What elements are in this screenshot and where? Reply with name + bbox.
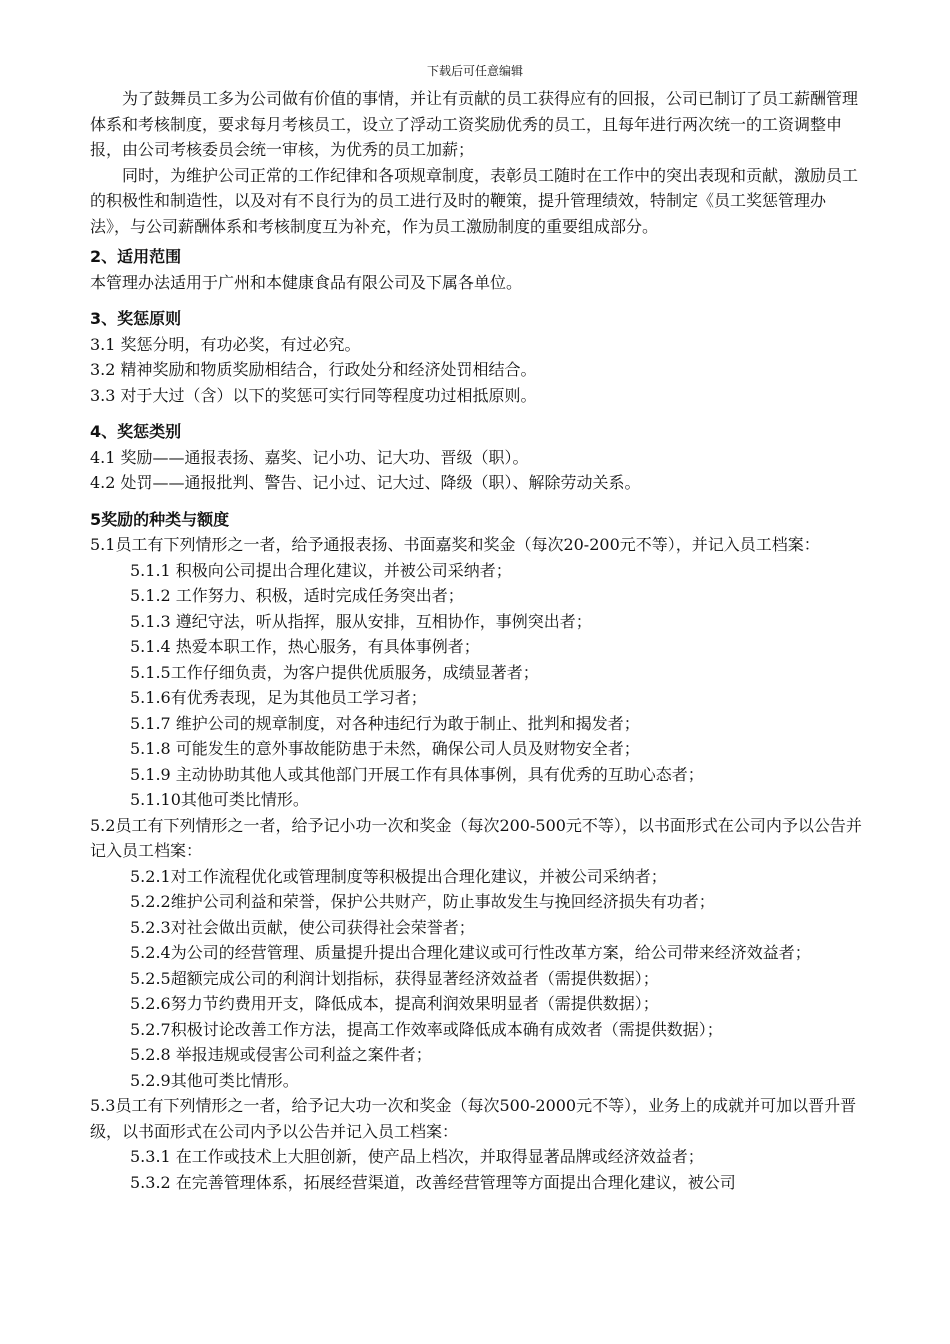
section-4-item: 4.2 处罚——通报批判、警告、记小过、记大过、降级（职）、解除劳动关系。 xyxy=(90,473,641,492)
list-item: 5.2.3对社会做出贡献，使公司获得社会荣誉者； xyxy=(130,917,475,937)
section-2-text: 本管理办法适用于广州和本健康食品有限公司及下属各单位。 xyxy=(90,272,523,292)
list-item: 5.1.4 热爱本职工作，热心服务，有具体事例者； xyxy=(130,637,480,656)
section-3-item: 3.1 奖惩分明，有功必奖，有过必究。 xyxy=(90,334,361,354)
section-3-item: 3.2 精神奖励和物质奖励相结合，行政处分和经济处罚相结合。 xyxy=(90,360,537,379)
list-item: 5.1.10其他可类比情形。 xyxy=(130,790,309,809)
intro-paragraph-2: 同时，为维护公司正常的工作纪律和各项规章制度，表彰员工随时在工作中的突出表现和贡献，激励员工的积极性和制造性，以及对有不良行为的员工进行及时的鞭策，提升管理绩效，特制定《员工奖惩管理办法》，与公司薪酬体系和考核制度互为补充，作为员工激励制度的重要组成部分。 xyxy=(90,165,859,236)
clause-5-1: 5.1员工有下列情形之一者，给予通报表扬、书面嘉奖和奖金（每次20-200元不等），并记入员工档案： xyxy=(90,535,820,554)
clause-5-3: 5.3员工有下列情形之一者，给予记大功一次和奖金（每次500-2000元不等），业务上的成就并可加以晋升晋级，以书面形式在公司内予以公告并记入员工档案： xyxy=(90,1096,857,1141)
list-item: 5.1.8 可能发生的意外事故能防患于未然，确保公司人员及财物安全者； xyxy=(130,739,640,758)
list-item: 5.2.9其他可类比情形。 xyxy=(130,1070,299,1090)
section-5-heading: 5奖励的种类与额度 xyxy=(90,509,230,529)
list-item: 5.2.4为公司的经营管理、质量提升提出合理化建议或可行性改革方案，给公司带来经济效益者； xyxy=(130,943,811,962)
list-item: 5.3.2 在完善管理体系，拓展经营渠道，改善经营管理等方面提出合理化建议，被公司 xyxy=(130,1172,736,1192)
document-body xyxy=(90,86,865,1195)
section-3-heading: 3、奖惩原则 xyxy=(90,309,182,328)
list-item: 5.1.3 遵纪守法，听从指挥，服从安排，互相协作，事例突出者； xyxy=(130,611,592,631)
list-item: 5.1.9 主动协助其他人或其他部门开展工作有具体事例，具有优秀的互助心态者； xyxy=(130,764,704,784)
section-2-heading: 2、适用范围 xyxy=(90,247,182,266)
list-item: 5.2.1对工作流程优化或管理制度等积极提出合理化建议，并被公司采纳者； xyxy=(130,866,667,886)
page-header: 下载后可任意编辑 xyxy=(426,64,523,78)
list-item: 5.1.1 积极向公司提出合理化建议，并被公司采纳者； xyxy=(130,560,512,580)
intro-paragraph-1: 为了鼓舞员工多为公司做有价值的事情，并让有贡献的员工获得应有的回报，公司已制订了员工薪酬管理体系和考核制度，要求每月考核员工，设立了浮动工资奖励优秀的员工，且每年进行两次统一的工资调整申报，由公司考核委员会统一审核，为优秀的员工加薪； xyxy=(90,89,859,159)
list-item: 5.1.5工作仔细负责，为客户提供优质服务，成绩显著者； xyxy=(130,662,539,682)
list-item: 5.1.2 工作努力、积极，适时完成任务突出者； xyxy=(130,586,464,605)
list-item: 5.3.1 在工作或技术上大胆创新，使产品上档次，并取得显著品牌或经济效益者； xyxy=(130,1147,704,1166)
list-item: 5.2.8 举报违规或侵害公司利益之案件者； xyxy=(130,1045,432,1064)
section-3-item: 3.3 对于大过（含）以下的奖惩可实行同等程度功过相抵原则。 xyxy=(90,385,537,405)
list-item: 5.2.5超额完成公司的利润计划指标，获得显著经济效益者（需提供数据）； xyxy=(130,968,659,988)
list-item: 5.2.2维护公司利益和荣誉，保护公共财产，防止事故发生与挽回经济损失有功者； xyxy=(130,892,715,911)
clause-5-2: 5.2员工有下列情形之一者，给予记小功一次和奖金（每次200-500元不等），以书面形式在公司内予以公告并记入员工档案： xyxy=(90,815,862,860)
section-4-heading: 4、奖惩类别 xyxy=(90,422,182,441)
list-item: 5.2.7积极讨论改善工作方法，提高工作效率或降低成本确有成效者（需提供数据）； xyxy=(130,1019,723,1039)
list-item: 5.2.6努力节约费用开支，降低成本，提高利润效果明显者（需提供数据）； xyxy=(130,994,659,1013)
section-4-item: 4.1 奖励——通报表扬、嘉奖、记小功、记大功、晋级（职）。 xyxy=(90,447,529,467)
list-item: 5.1.6有优秀表现，足为其他员工学习者； xyxy=(130,688,427,707)
list-item: 5.1.7 维护公司的规章制度，对各种违纪行为敢于制止、批判和揭发者； xyxy=(130,713,640,733)
